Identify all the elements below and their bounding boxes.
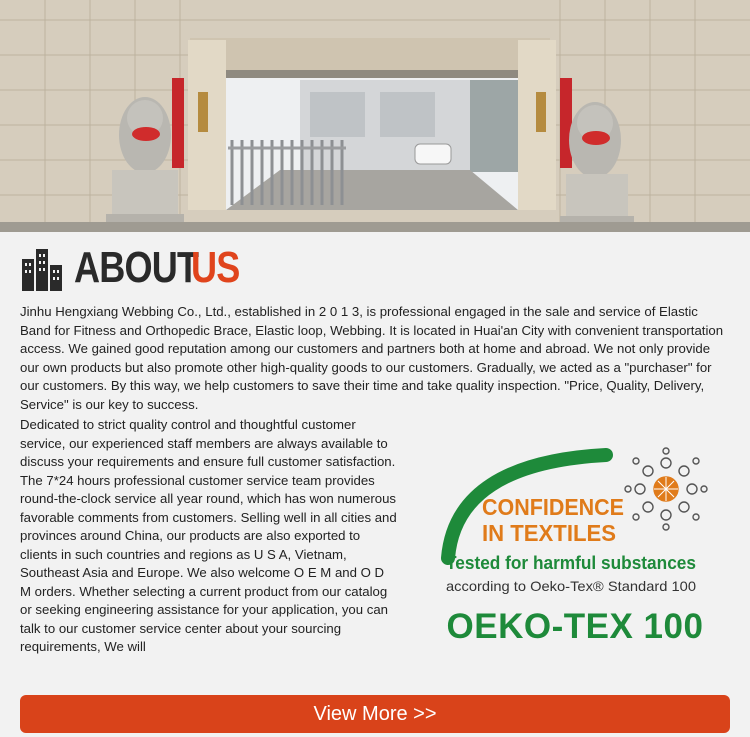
flower-ornament-icon (625, 448, 707, 530)
buildings-icon (18, 245, 64, 291)
oeko-tex-caption: OEKO-TEX 100 (446, 607, 704, 646)
oeko-tex-logo (436, 443, 732, 603)
factory-gate-photo (0, 0, 750, 232)
oeko-line-2: IN TEXTILES (482, 520, 616, 546)
oeko-line-1: CONFIDENCE (482, 494, 624, 520)
detail-paragraph: Dedicated to strict quality control and thoughtful customer service, our experienced staff members are always available to discuss your requirements and ensure full customer satisfaction. The 7*24 hours professional customer service team provides round-the-clock service all year round, which has won numerous favorable comments from customers. Selling well in all cities and provinces around China, our products are also exported to clients in such countries and regions as U S A, Vietnam, Southeast Asia and Europe. We also welcome O E M and O D M orders. Whether selecting a current product from our catalog or seeking engineering assistance for your application, you can talk to our customer service center about your sourcing requirements, We will (20, 417, 397, 654)
heading-about: ABOUT (74, 243, 199, 292)
about-us-heading (18, 244, 251, 292)
oeko-line-4: according to Oeko-Tex® Standard 100 (446, 578, 697, 594)
heading-us: US (191, 243, 240, 292)
view-more-button[interactable]: View More >> (20, 695, 730, 733)
oeko-line-3: Tested for harmful substances (446, 553, 696, 573)
intro-paragraph: Jinhu Hengxiang Webbing Co., Ltd., established in 2 0 1 3, is professional engaged in the sale and service of Elastic Band for Fitness and Orthopedic Brace, Elastic loop, Webbing. It is located in Huai'an City with convenient transportation access. We gained good reputation among our customers and partners both at home and abroad. We not only provide our own products but also promote other high-quality goods to our customers. Gradually, we acted as a "purchaser" for our customers. By this way, we help customers to save their time and take quality inspection. "Price, Quality, Delivery, Service" is our key to success. (20, 304, 724, 412)
